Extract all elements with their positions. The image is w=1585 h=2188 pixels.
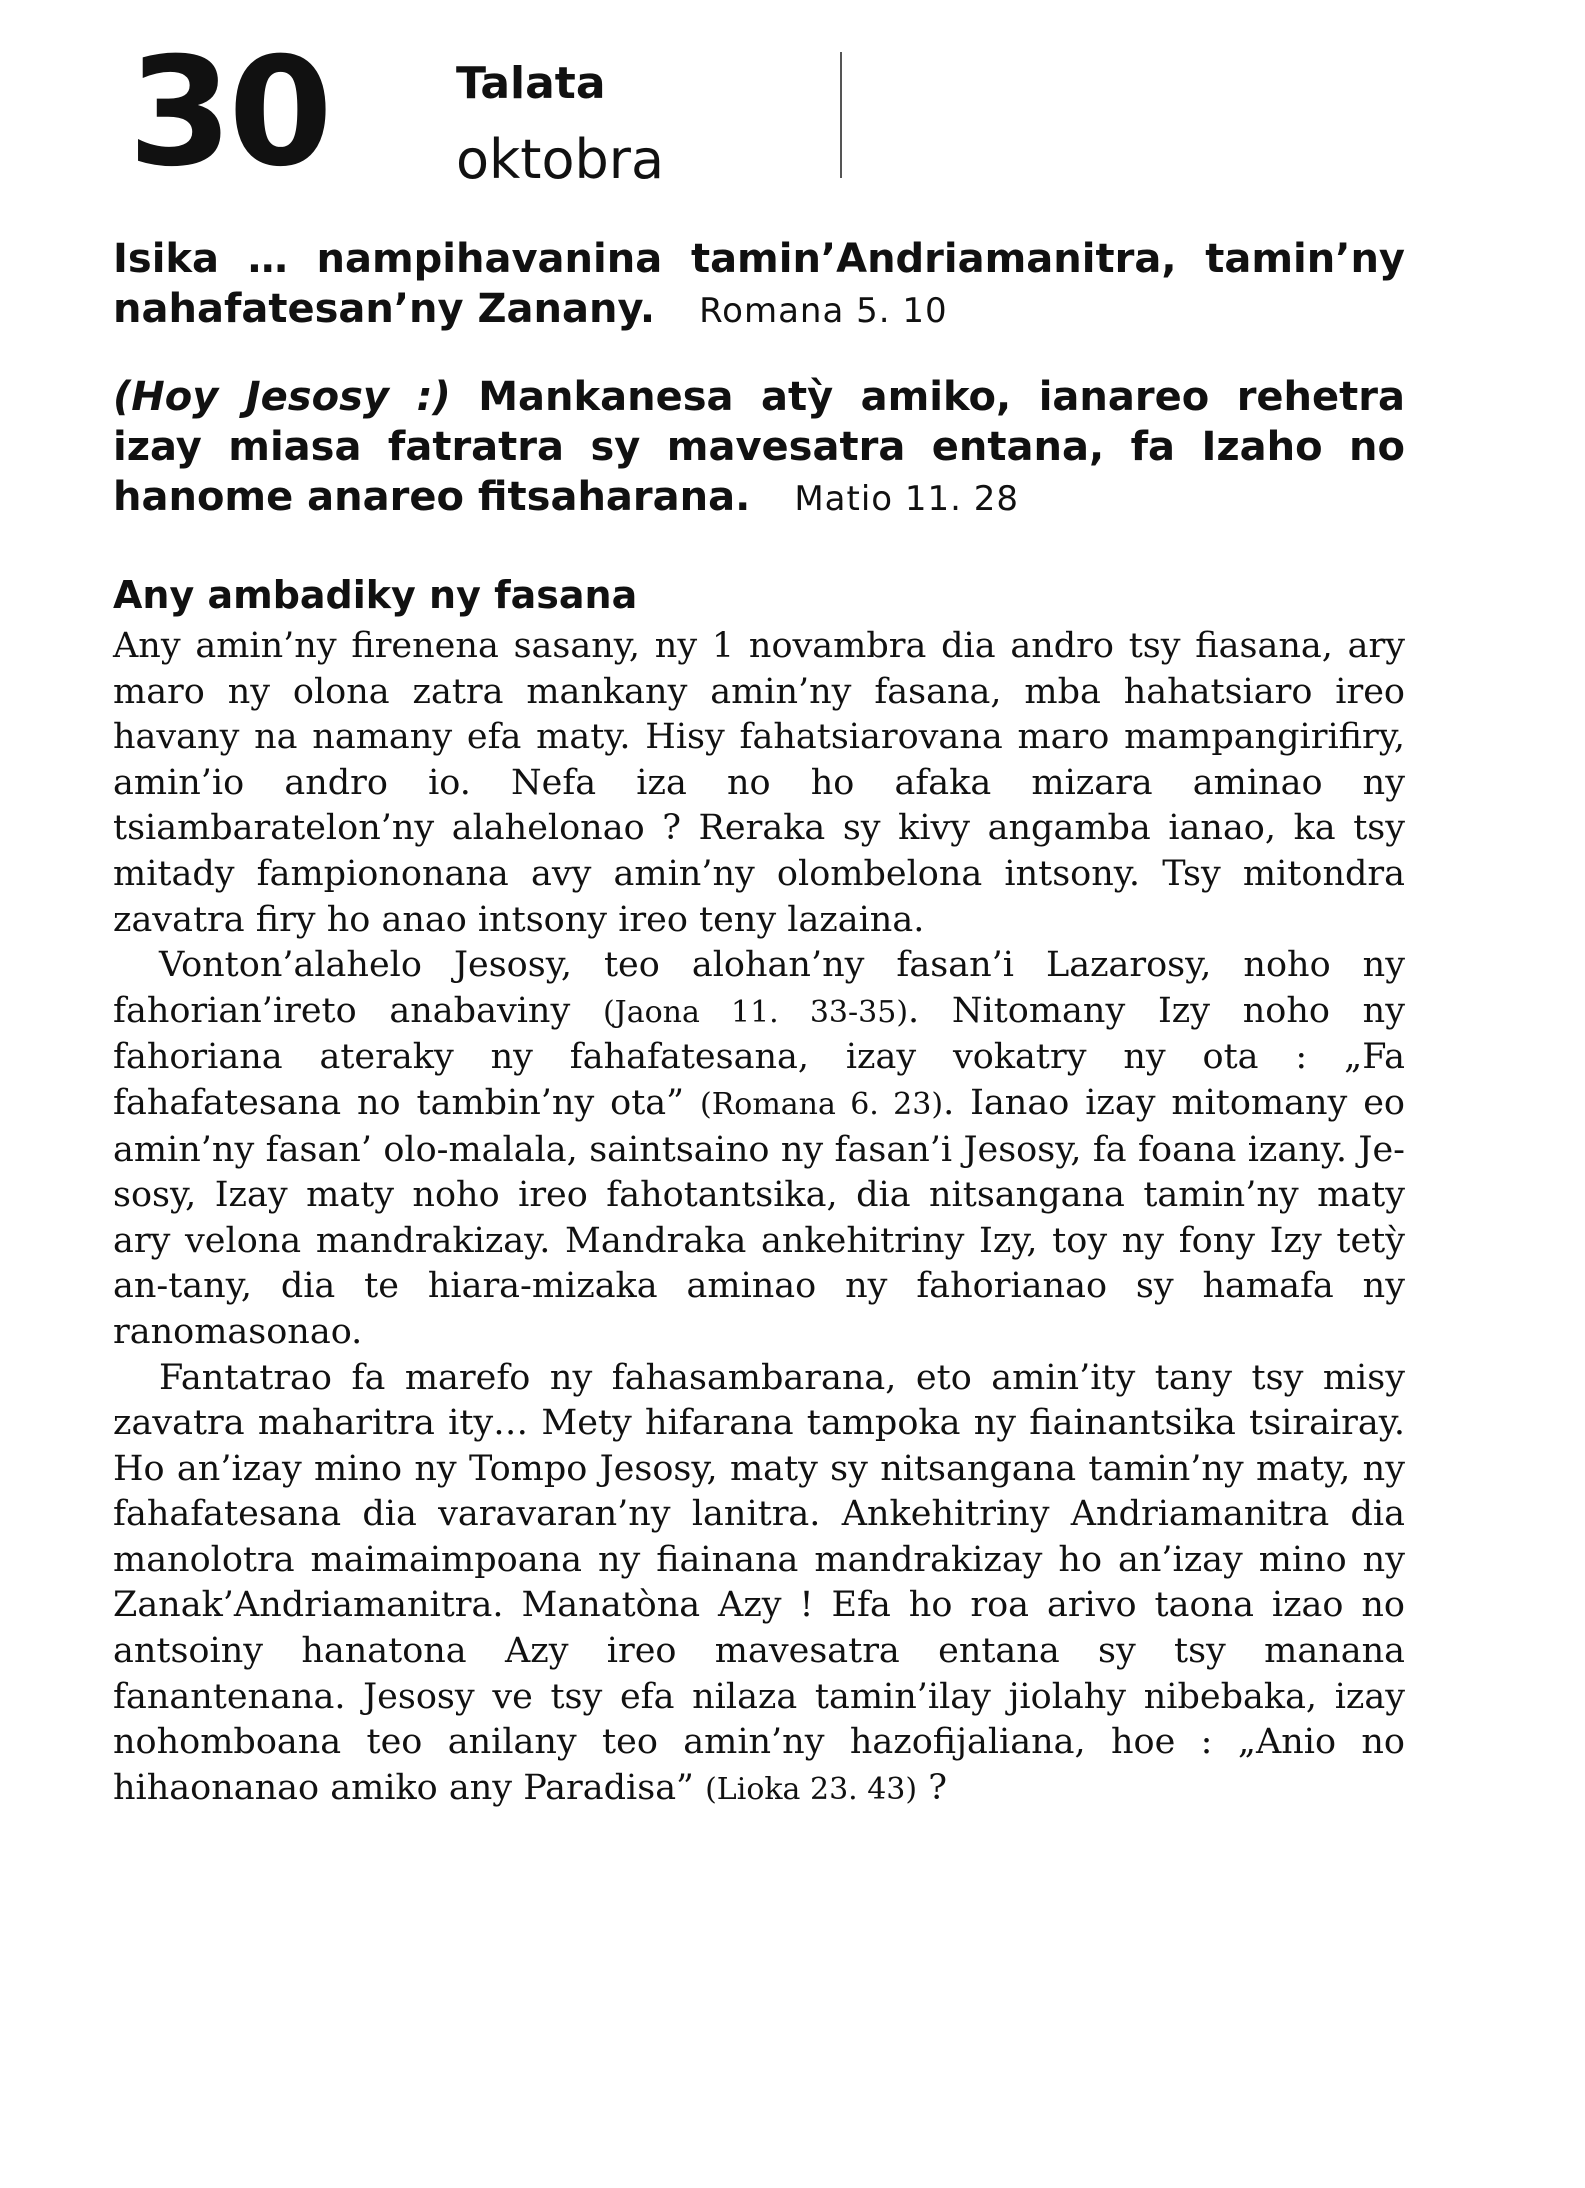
verse-speaker: (Hoy Jesosy :) bbox=[113, 374, 451, 420]
scripture-reference: (Romana 6. 23) bbox=[699, 1086, 944, 1122]
verse-text: Mankanesa atỳ amiko, ianareo rehetra izay miasa fatratra sy mavesatra entana, fa Izaho no hanome anareo fitsaharana. bbox=[113, 374, 1405, 520]
paragraph-text: ? bbox=[917, 1767, 947, 1808]
section-title: Any ambadiky ny fasana bbox=[113, 573, 638, 617]
verse-reference: Romana 5. 10 bbox=[699, 291, 948, 331]
paragraph-1: Any amin’ny firenena sasany, ny 1 novambra dia andro tsy fiasana, ary maro ny olona zatra mankany amin’ny fasana, mba hahatsiaro ireo havany na namany efa maty. Hisy fahatsiarovana maro mampangirifiry, amin’io andro io. Nefa iza no ho afaka mizara aminao ny tsiambaratelon’ny alahelonao ? Reraka sy kivy angamba ianao, ka tsy mitady fampiononana avy amin’ny olombelona intsony. Tsy mitondra zavatra firy ho anao intsony ireo teny lazaina. bbox=[113, 626, 1405, 940]
paragraph-text: Fantatrao fa marefo ny fahasambarana, eto amin’ity tany tsy misy zavatra maharitra ity… Mety hifarana tampoka ny fiainantsika tsirairay. Ho an’izay mino ny Tompo Jesosy, maty sy nitsangana tamin’ny maty, ny fahafatesana dia varavaran’ny lanitra. Ankehitriny Andriamanitra dia manolotra maimaimpoana ny fiainana mandrakizay ho an’izay mino ny Zanak’Andriamanitra. Manatòna Azy ! Efa ho roa arivo taona izao no antsoiny hanatona Azy ireo mavesatra entana sy tsy manana fanantenana. Jesosy ve tsy efa nilaza tamin’ilay jiolahy nibebaka, izay nohomboana teo anilany teo amin’ny hazofijaliana, hoe : „Anio no hihaonanao amiko any Paradisa” bbox=[113, 1357, 1405, 1808]
scripture-reference: (Jaona 11. 33-35) bbox=[602, 994, 909, 1030]
day-number: 30 bbox=[128, 26, 329, 200]
verse-reference: Matio 11. 28 bbox=[794, 479, 1020, 519]
month: oktobra bbox=[456, 128, 665, 191]
paragraph-3 bbox=[113, 1356, 1405, 1813]
verse-romans bbox=[113, 234, 1405, 336]
meditation-body bbox=[113, 624, 1405, 1812]
paragraph-text: . Nitomany Izy noho ny fahoriana ateraky ny fahafatesana, izay vokatry ny ota : „Fa fahafatesana no tambin’ny ota” bbox=[113, 990, 1405, 1123]
paragraph-text: Vonton’alahelo Jesosy, teo alohan’ny fasan’i Lazarosy, noho ny fahorian’ireto anabaviny bbox=[113, 945, 1405, 1031]
verse-matthew bbox=[113, 372, 1405, 524]
verse-text: Isika … nampihavanina tamin’Andriamanitra, tamin’ny nahafatesan’ny Zanany. bbox=[113, 236, 1405, 332]
weekday: Talata bbox=[456, 58, 606, 109]
paragraph-text: . Ianao izay mitomany eo amin’ny fasan’ olo-malala, saintsaino ny fasan’i Jesosy, fa foana izany. Jesosy, Izay maty noho ireo fahotantsika, dia nitsangana tamin’ny maty ary velona mandrakizay. Mandraka ankehitriny Izy, toy ny fony Izy tetỳ an-tany, dia te hiara-mizaka aminao ny fahorianao sy hamafa ny ranomasonao. bbox=[113, 1082, 1406, 1352]
header-divider bbox=[840, 52, 842, 178]
paragraph-2 bbox=[113, 943, 1405, 1355]
scripture-reference: (Lioka 23. 43) bbox=[705, 1771, 918, 1807]
